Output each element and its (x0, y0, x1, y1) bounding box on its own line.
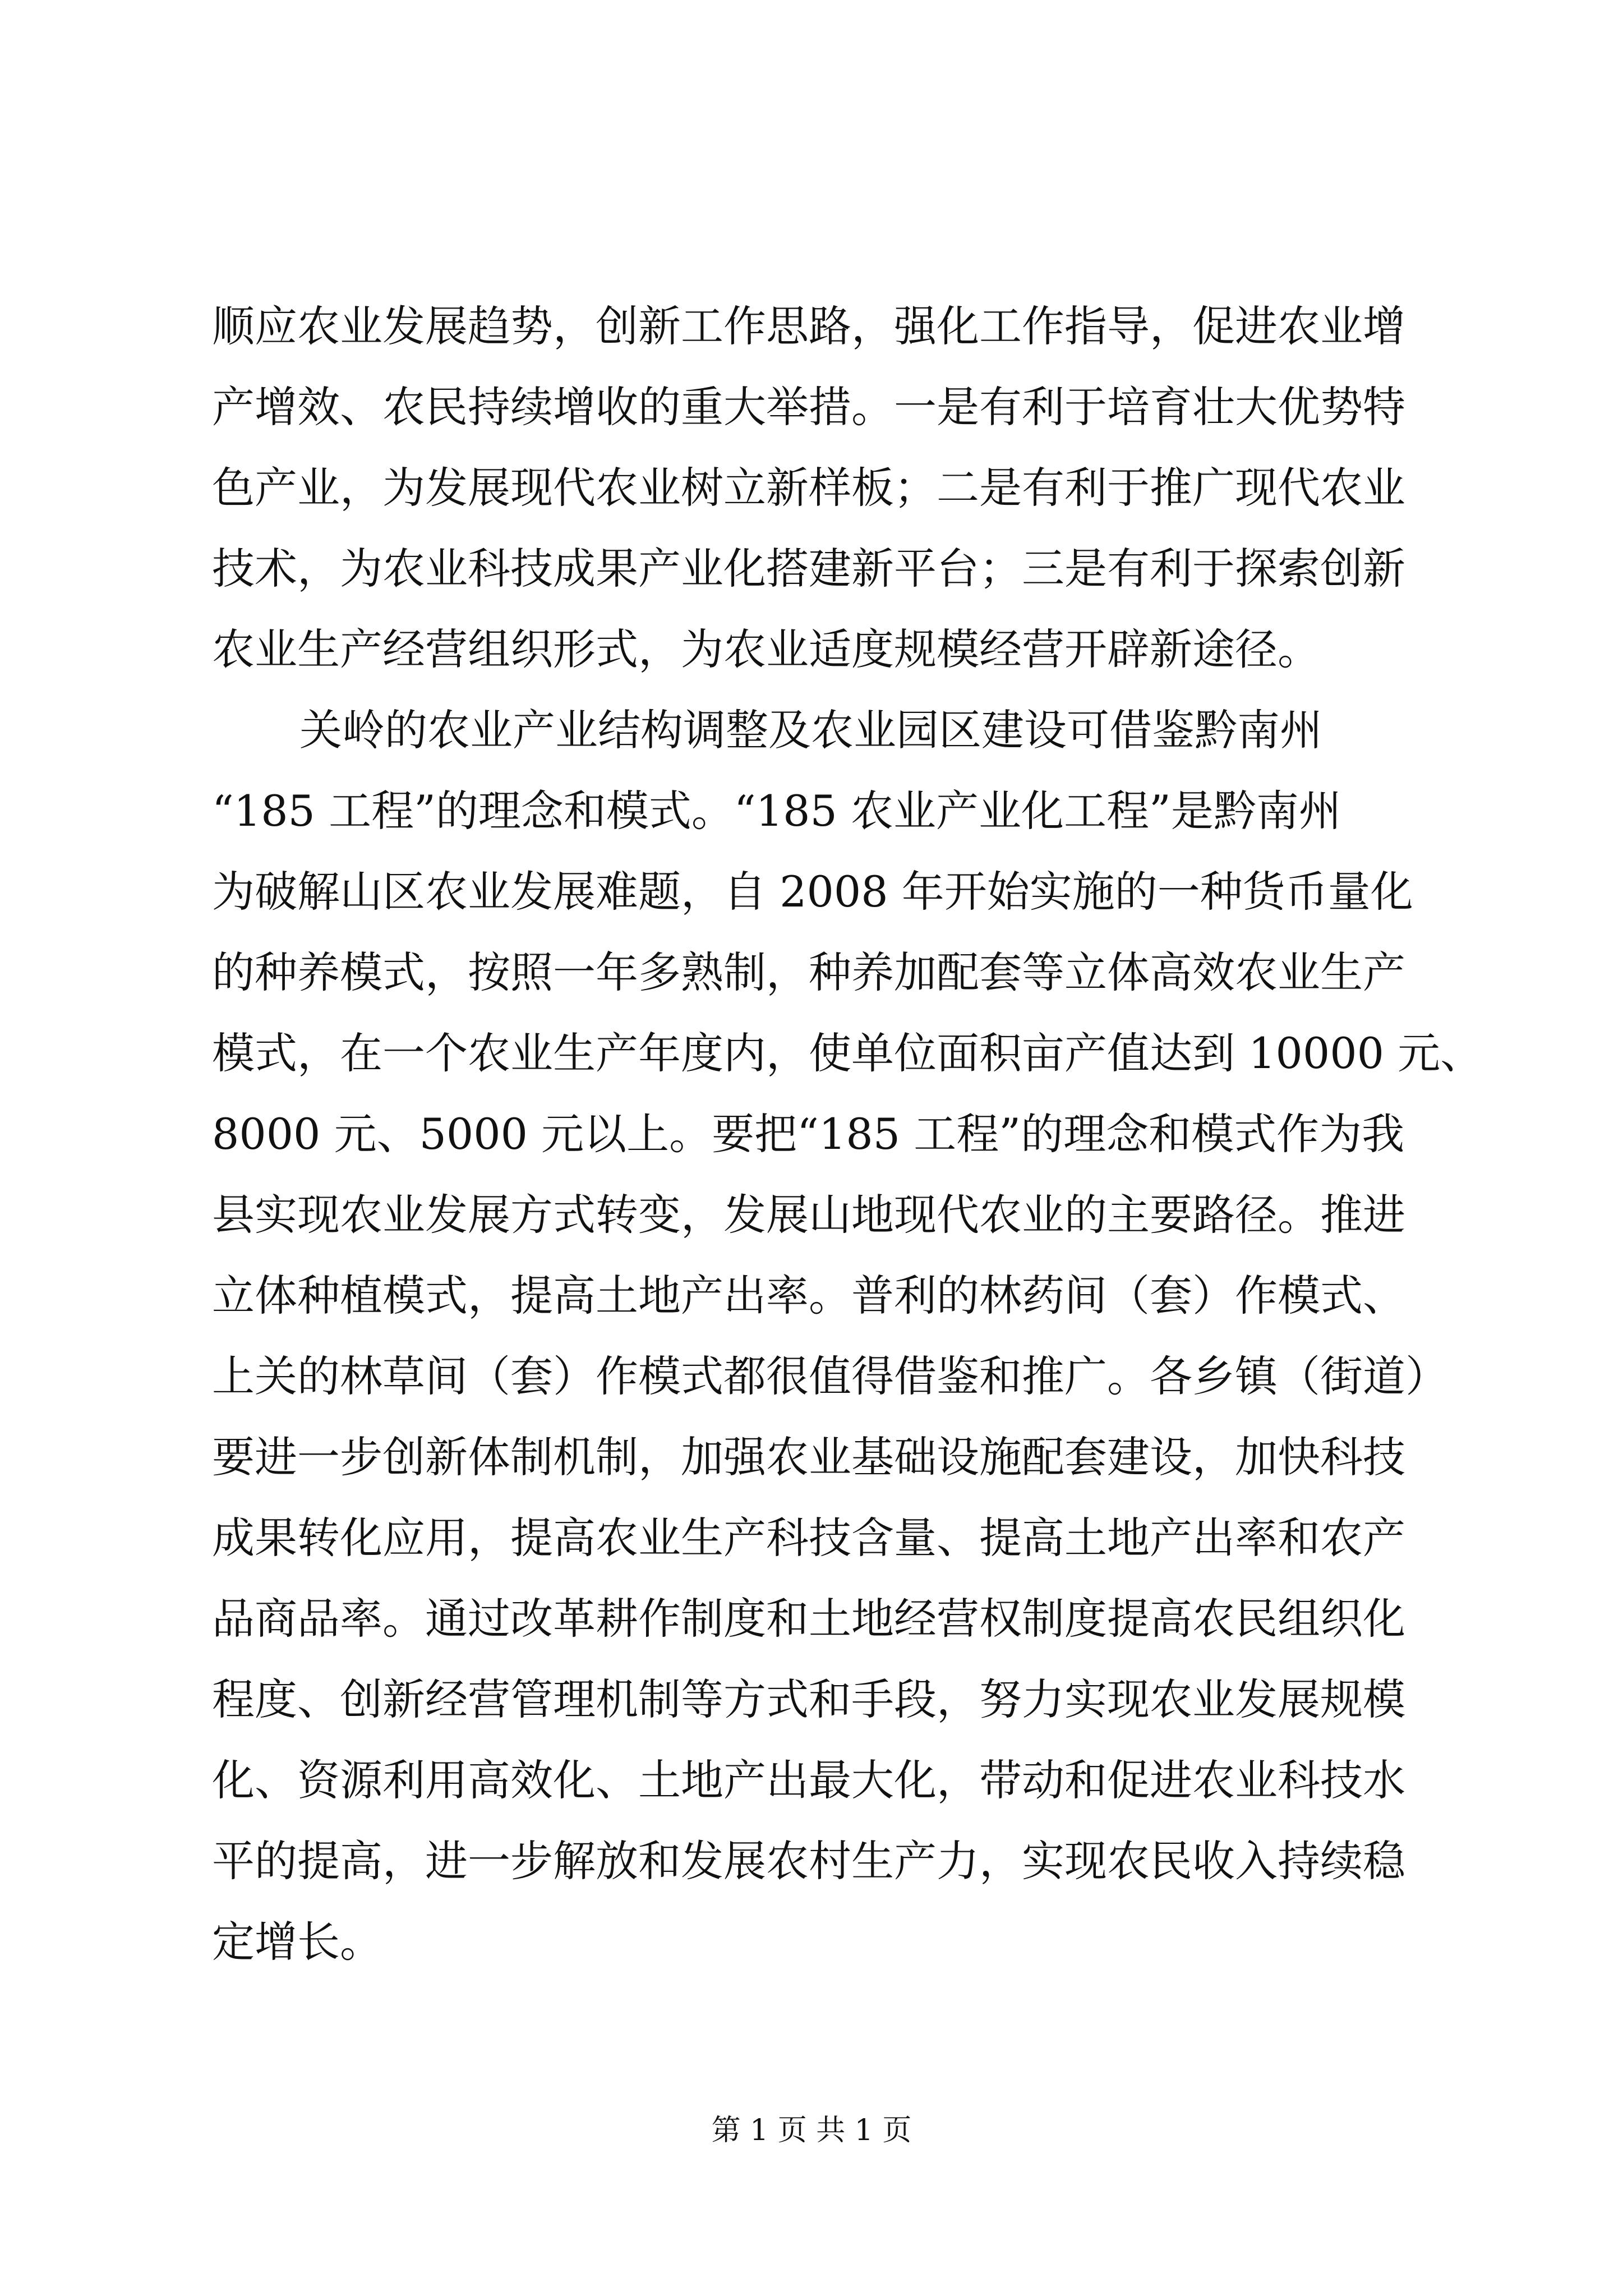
text-line: 的种养模式，按照一年多熟制，种养加配套等立体高效农业生产 (212, 947, 1405, 997)
text-line: 上关的林草间（套）作模式都很值得借鉴和推广。各乡镇（街道） (212, 1351, 1448, 1401)
text-line: 化、资源利用高效化、土地产出最大化，带动和促进农业科技水 (212, 1755, 1405, 1805)
text-line: 立体种植模式，提高土地产出率。普利的林药间（套）作模式、 (212, 1271, 1405, 1320)
text-line: 程度、创新经营管理机制等方式和手段，努力实现农业发展规模 (212, 1674, 1405, 1724)
text-line: 县实现农业发展方式转变，发展山地现代农业的主要路径。推进 (212, 1190, 1405, 1240)
text-line: 定增长。 (212, 1917, 382, 1967)
text-line: 要进一步创新体制机制，加强农业基础设施配套建设，加快科技 (212, 1432, 1405, 1482)
text-line: 农业生产经营组织形式，为农业适度规模经营开辟新途径。 (212, 624, 1320, 674)
text-line: 色产业，为发展现代农业树立新样板；二是有利于推广现代农业 (212, 463, 1405, 513)
text-line: “185 工程”的理念和模式。“185 农业产业化工程”是黔南州 (212, 786, 1341, 836)
body-text (212, 286, 1483, 1982)
text-line: 技术，为农业科技成果产业化搭建新平台；三是有利于探索创新 (212, 544, 1405, 593)
text-line: 产增效、农民持续增收的重大举措。一是有利于培育壮大优势特 (212, 382, 1405, 432)
page-number: 第 1 页 共 1 页 (711, 2114, 912, 2147)
text-line: 8000 元、5000 元以上。要把“185 工程”的理念和模式作为我 (212, 1109, 1405, 1159)
text-line: 为破解山区农业发展难题，自 2008 年开始实施的一种货币量化 (212, 867, 1413, 917)
text-line: 成果转化应用，提高农业生产科技含量、提高土地产出率和农产 (212, 1513, 1405, 1563)
paragraph-first-line: 关岭的农业产业结构调整及农业园区建设可借鉴黔南州 (299, 705, 1322, 755)
text-line: 顺应农业发展趋势，创新工作思路，强化工作指导，促进农业增 (212, 301, 1405, 351)
text-line: 平的提高，进一步解放和发展农村生产力，实现农民收入持续稳 (212, 1836, 1405, 1886)
text-line: 品商品率。通过改革耕作制度和土地经营权制度提高农民组织化 (212, 1594, 1405, 1644)
text-line: 模式，在一个农业生产年度内，使单位面积亩产值达到 10000 元、 (212, 1028, 1483, 1078)
